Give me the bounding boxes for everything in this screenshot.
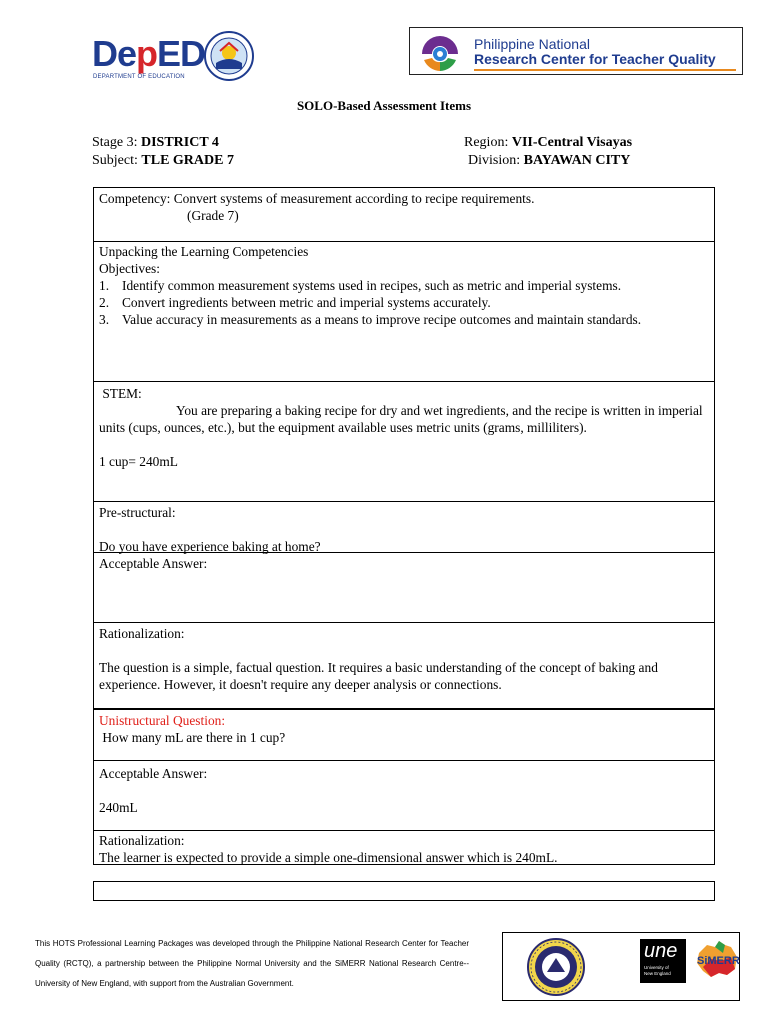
- acceptable-answer-label: Acceptable Answer:: [99, 556, 208, 571]
- competency-row: [94, 188, 714, 241]
- unpacking-row: [94, 241, 714, 381]
- deped-logo-subtitle: DEPARTMENT OF EDUCATION: [93, 74, 185, 80]
- division-label: Division:: [468, 153, 524, 168]
- rationalization-row-2: [94, 830, 714, 864]
- une-logo-sub2: New England: [644, 970, 671, 976]
- une-logo-sub1: University of: [644, 965, 669, 970]
- unistructural-question: How many mL are there in 1 cup?: [99, 730, 286, 745]
- rationalization-body: The question is a simple, factual question. It requires a basic understanding of the concept of baking and experience. However, it doesn't require any deeper analysis or connections.: [99, 660, 658, 692]
- assessment-table: [93, 187, 715, 865]
- division-value: BAYAWAN CITY: [523, 153, 631, 168]
- objectives-list: [99, 277, 709, 328]
- stage-value: DISTRICT 4: [141, 135, 219, 150]
- rctq-emblem-icon: [418, 32, 462, 72]
- acceptable-answer-value: 240mL: [99, 800, 138, 815]
- stage-info: [92, 135, 219, 151]
- subject-info: [92, 153, 234, 169]
- deped-logo-part: p: [136, 33, 158, 74]
- objective-item: 1. Identify common measurement systems used in recipes, such as metric and imperial systems.: [99, 278, 622, 293]
- rationalization-row-1: [94, 622, 714, 708]
- deped-logo-part: ED: [157, 33, 206, 74]
- simerr-logo: [695, 937, 739, 985]
- blank-row-box: [93, 881, 715, 901]
- prestructural-row: [94, 501, 714, 552]
- unpacking-heading: Unpacking the Learning Competencies: [99, 244, 309, 259]
- stem-body: You are preparing a baking recipe for dry and wet ingredients, and the recipe is written in imperial units (cups, ounces, etc.), but the equipment available uses metric units (grams, milliliters).: [99, 403, 703, 435]
- partner-logos-box: [502, 932, 740, 1001]
- division-info: [468, 153, 630, 169]
- unistructural-label: Unistructural Question:: [99, 713, 226, 728]
- region-value: VII-Central Visayas: [511, 135, 633, 150]
- deped-logo-part: De: [92, 33, 137, 74]
- rctq-logo: [409, 27, 743, 75]
- footer-credit: This HOTS Professional Learning Packages was developed through the Philippine National Research Center for Teacher Quality (RCTQ), a partnership between the Philippine Normal University and the SiMERR National Research Centre--University of New England, with support from the Australian Government.: [35, 939, 469, 988]
- prestructural-label: Pre-structural:: [99, 505, 176, 520]
- prestructural-question: Do you have experience baking at home?: [99, 539, 321, 554]
- stem-label: STEM:: [99, 386, 142, 401]
- region-info: [464, 135, 632, 151]
- stem-conversion: 1 cup= 240mL: [99, 454, 178, 469]
- subject-label: Subject:: [92, 153, 142, 168]
- rctq-logo-line1: Philippine National: [474, 36, 590, 52]
- objective-item: 3. Value accuracy in measurements as a means to improve recipe outcomes and maintain standards.: [99, 312, 642, 327]
- competency-grade: (Grade 7): [187, 208, 239, 223]
- acceptable-answer-row-2: [94, 760, 714, 830]
- rationalization-label: Rationalization:: [99, 626, 185, 641]
- acceptable-answer-label: Acceptable Answer:: [99, 766, 208, 781]
- une-logo-word: une: [644, 940, 678, 962]
- une-logo: [640, 939, 686, 983]
- deped-logo: [92, 33, 206, 82]
- region-label: Region:: [464, 135, 512, 150]
- rationalization-body: The learner is expected to provide a simple one-dimensional answer which is 240mL.: [99, 850, 558, 865]
- simerr-logo-word: SiMERR: [697, 955, 740, 967]
- deped-seal-icon: [204, 31, 254, 81]
- stage-label: Stage 3:: [92, 135, 141, 150]
- document-title: SOLO-Based Assessment Items: [296, 98, 472, 113]
- rctq-underline: [474, 69, 736, 71]
- objective-item: 2. Convert ingredients between metric and imperial systems accurately.: [99, 295, 491, 310]
- pnu-seal-icon: [527, 938, 585, 996]
- subject-value: TLE GRADE 7: [141, 153, 234, 168]
- stem-row: [94, 381, 714, 501]
- acceptable-answer-row-1: [94, 552, 714, 622]
- objectives-label: Objectives:: [99, 261, 160, 276]
- competency-text: Competency: Convert systems of measurement according to recipe requirements.: [99, 191, 535, 206]
- unistructural-row: [94, 708, 714, 760]
- rationalization-label: Rationalization:: [99, 833, 185, 848]
- rctq-logo-line2: Research Center for Teacher Quality: [474, 51, 716, 67]
